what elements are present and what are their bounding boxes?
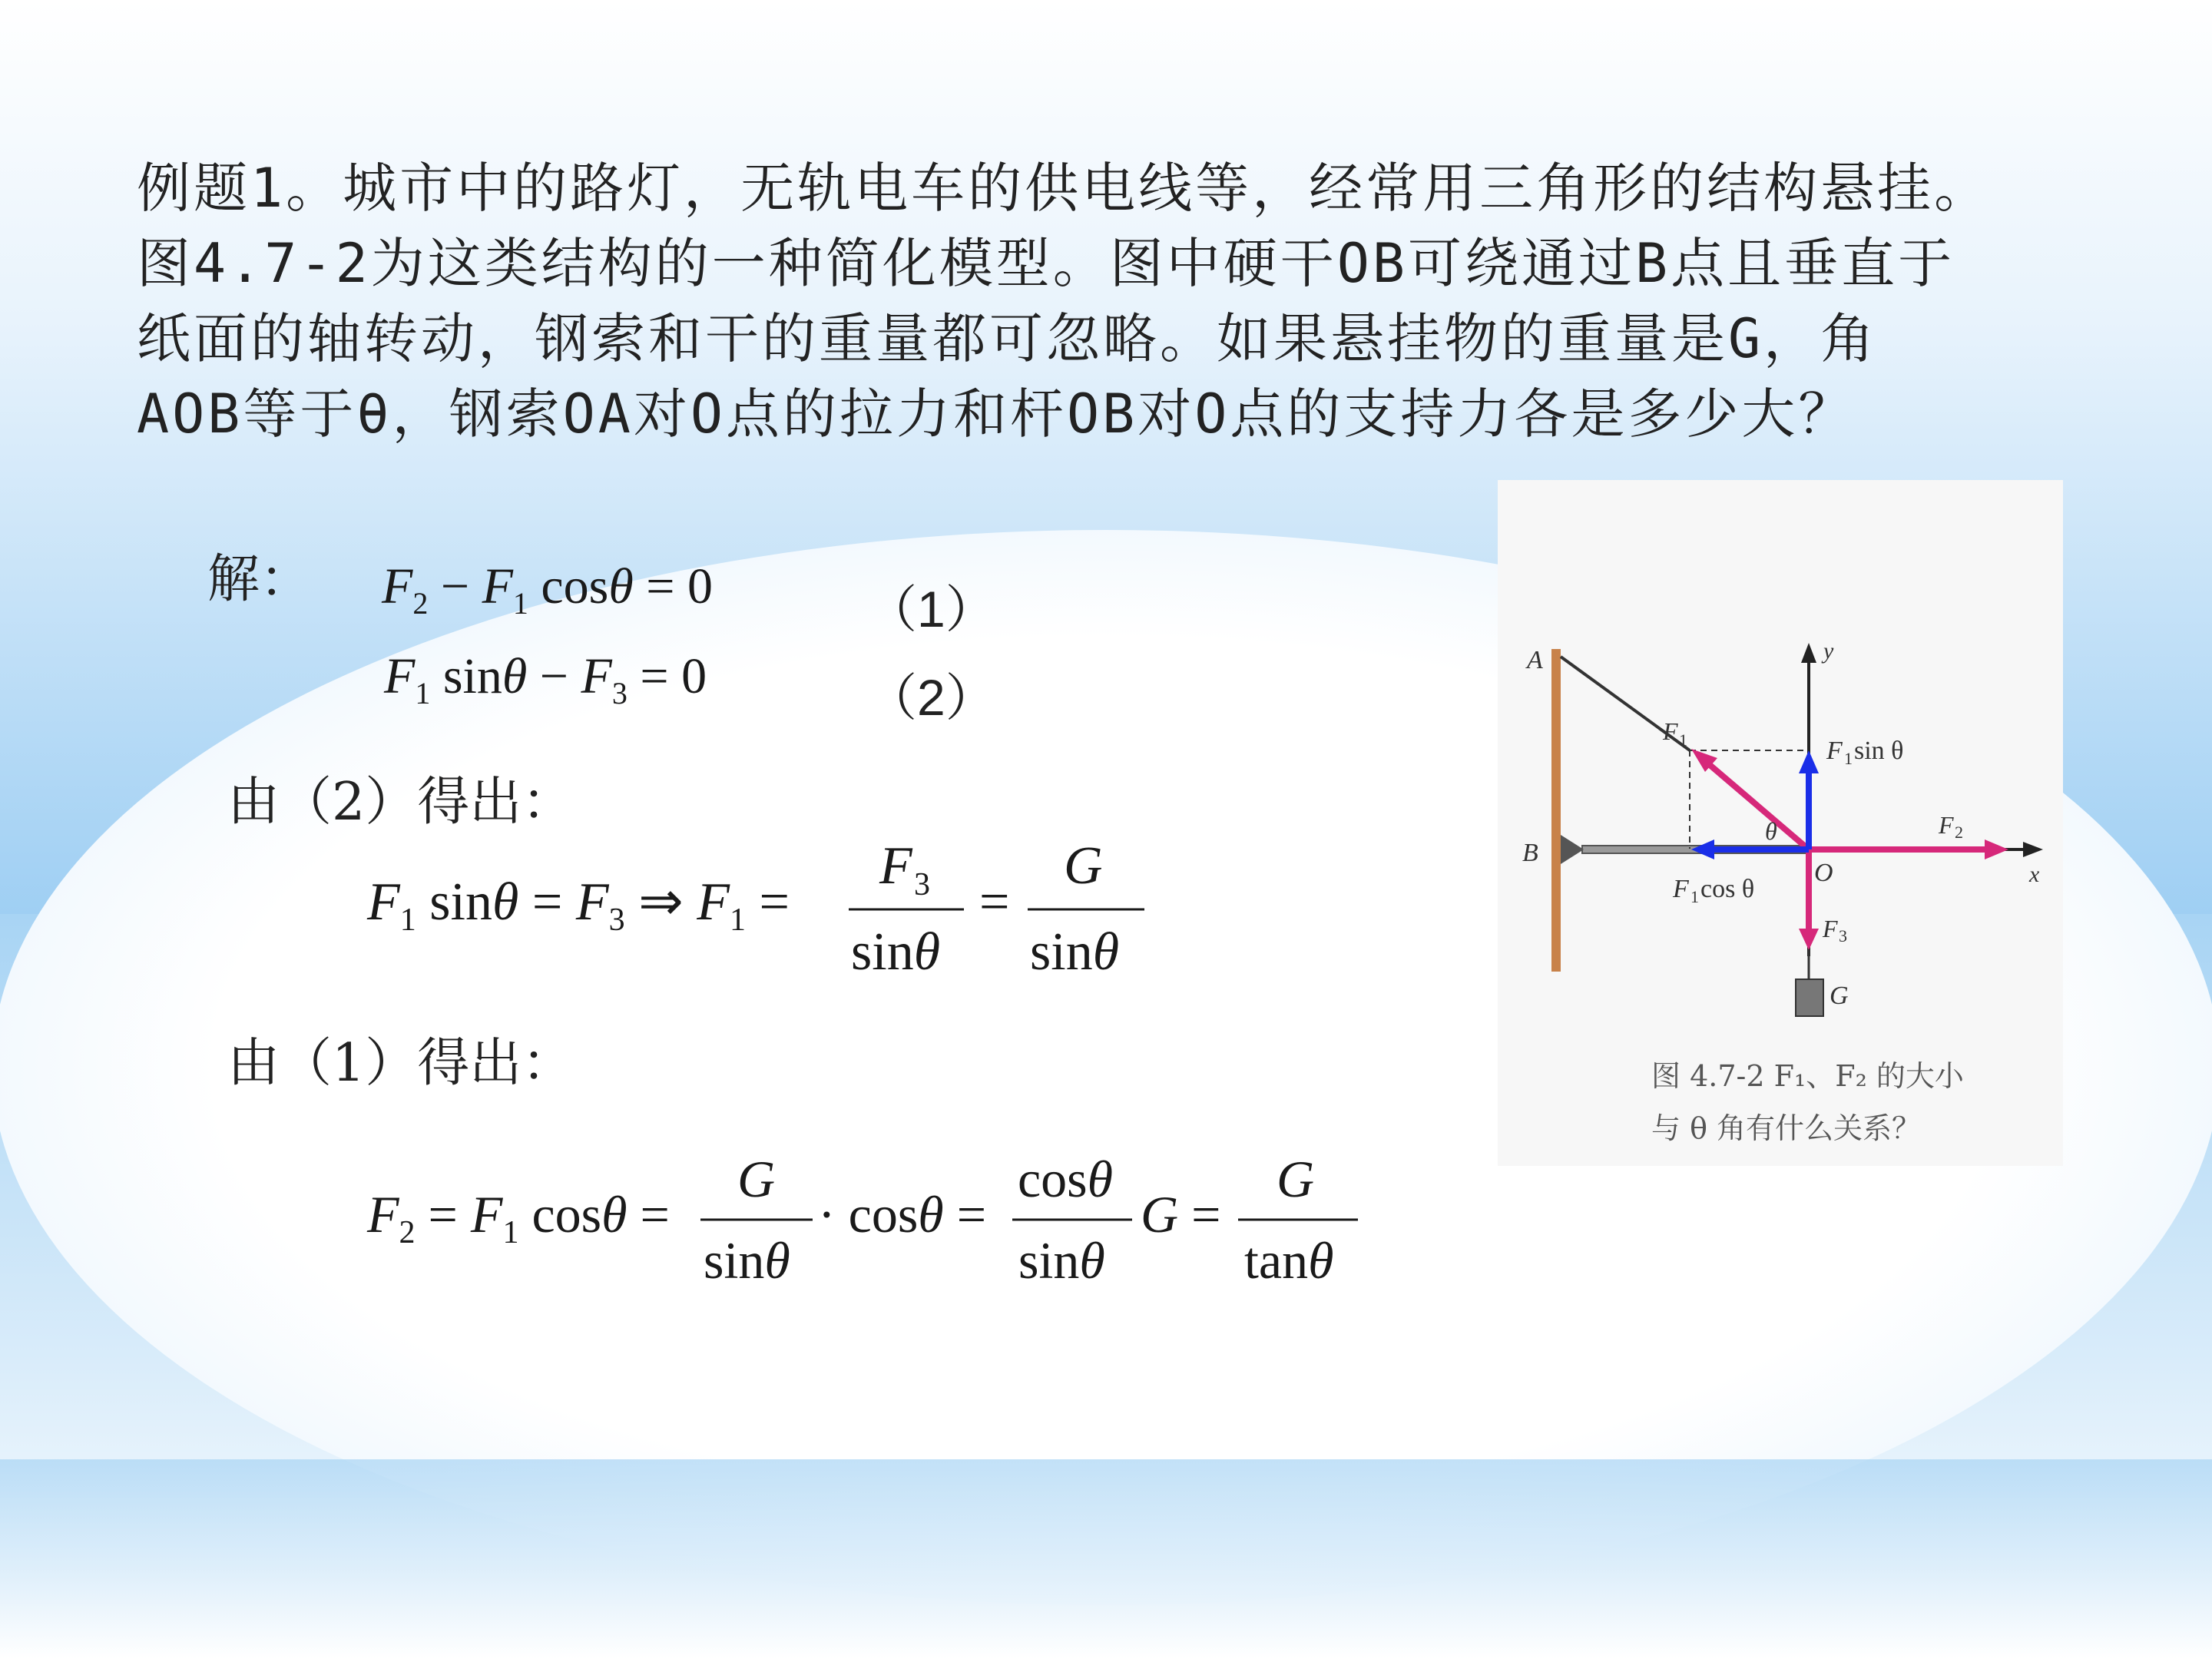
label-sin-theta: sin θ <box>1854 737 1904 765</box>
svg-text:F1 sinθ = F3 ⇒ F1 =: $F_1$ $\sin\theta = F_3$ ⇒ $F_1$ = <box>367 873 790 938</box>
svg-text:1: 1 <box>1690 887 1699 906</box>
f1-arrow <box>1704 760 1809 849</box>
label-f1: F <box>1663 717 1678 745</box>
svg-text:sinθ: sinθ <box>1030 922 1120 982</box>
equation-from-2 <box>366 836 1144 982</box>
svg-text:2: 2 <box>1955 823 1963 842</box>
equation-number-1: （1） <box>866 581 996 637</box>
label-x: x <box>2029 862 2040 887</box>
svg-text:F1 sinθ − F3 = 0: $F_1$ $\sin\theta - F_3 = 0$ <box>384 648 707 710</box>
svg-text:cosθ: cosθ <box>1018 1150 1114 1208</box>
figure-caption <box>1651 1050 2051 1154</box>
svg-text:G =: G = <box>1141 1185 1221 1243</box>
hinge <box>1561 835 1584 864</box>
problem-line: AOB等于θ，钢索OA对O点的拉力和杆OB对O点的支持力各是多少大？ <box>137 382 1856 445</box>
wall <box>1551 649 1561 972</box>
label-o: O <box>1814 859 1833 887</box>
label-a: A <box>1527 646 1543 674</box>
equation-from-1 <box>366 1150 1358 1290</box>
label-f2: F <box>1939 811 1954 839</box>
svg-text:=: = <box>979 873 1010 932</box>
svg-text:sinθ: sinθ <box>704 1231 790 1290</box>
label-y: y <box>1823 638 1834 664</box>
svg-text:3: 3 <box>1839 926 1847 945</box>
svg-text:sinθ: sinθ <box>1018 1231 1105 1290</box>
svg-text:1: 1 <box>1844 749 1853 768</box>
solution-label: 解： <box>207 549 313 610</box>
label-g: G <box>1830 982 1849 1010</box>
problem-line: 例题1。城市中的路灯，无轨电车的供电线等，经常用三角形的结构悬挂。 <box>137 157 1992 220</box>
svg-text:1: 1 <box>1679 730 1687 750</box>
svg-text:F: F <box>879 836 912 896</box>
svg-text:· cosθ =: · cosθ = <box>818 1185 987 1243</box>
weight-block <box>1796 979 1823 1016</box>
caption-line: 与 θ 角有什么关系？ <box>1651 1111 1922 1145</box>
label-b: B <box>1522 839 1538 867</box>
label-f1-cos: F <box>1673 875 1689 903</box>
svg-text:G: G <box>1277 1150 1315 1208</box>
label-theta: θ <box>1765 817 1777 845</box>
step-label-from-1: 由（1）得出： <box>227 1033 575 1094</box>
equation-number-2: （2） <box>866 669 996 726</box>
problem-line: 图4.7-2为这类结构的一种简化模型。图中硬干OB可绕通过B点且垂直于 <box>137 232 1955 295</box>
svg-text:tanθ: tanθ <box>1244 1231 1334 1290</box>
svg-text:3: 3 <box>914 867 930 902</box>
force-diagram-figure <box>1498 480 2063 1166</box>
equation-2 <box>383 648 707 710</box>
problem-line: 纸面的轴转动，钢索和干的重量都可忽略。如果悬挂物的重量是G，角 <box>137 307 1878 370</box>
label-cos-theta: cos θ <box>1700 875 1755 903</box>
caption-line: 图 4.7-2 F₁、F₂ 的大小 <box>1651 1059 1964 1093</box>
svg-text:G: G <box>737 1150 776 1208</box>
svg-text:sinθ: sinθ <box>851 922 941 982</box>
step-label-from-2: 由（2）得出： <box>227 772 575 833</box>
svg-text:F2 = F1 cosθ =: $F_2 = F_1$ cosθ = <box>367 1185 670 1250</box>
svg-text:G: G <box>1064 836 1103 896</box>
label-f1-sin: F <box>1826 737 1843 765</box>
svg-text:F2 − F1 cosθ = 0: $F_2 - F_1$ cosθ = 0 <box>382 558 714 621</box>
equation-1 <box>381 558 713 621</box>
label-f3: F <box>1823 915 1838 942</box>
